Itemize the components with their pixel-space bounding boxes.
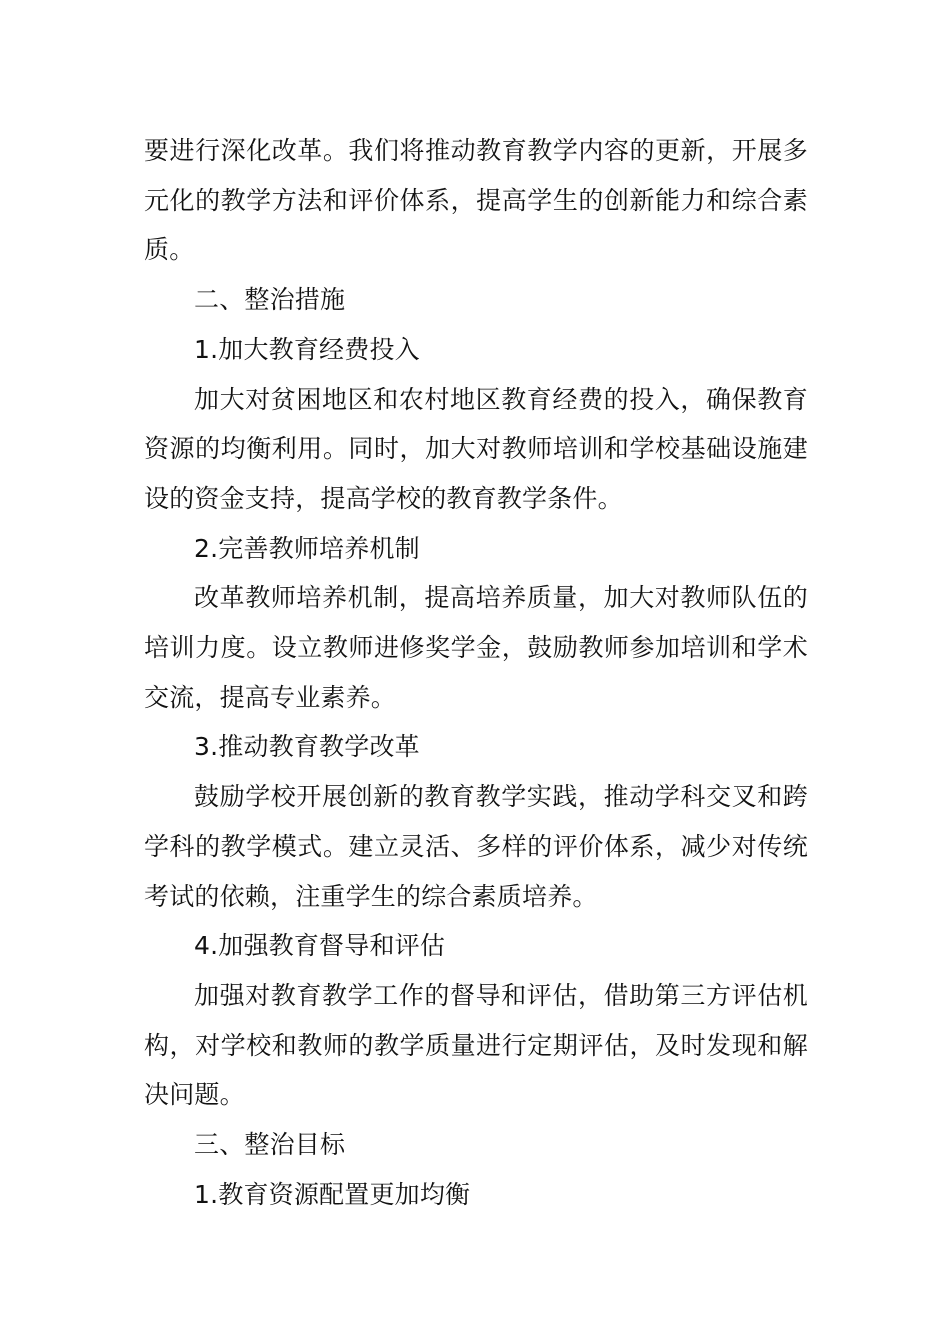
- paragraph-teaching-reform: 鼓励学校开展创新的教育教学实践，推动学科交叉和跨学科的教学模式。建立灵活、多样的评价体系，减少对传统考试的依赖，注重学生的综合素质培养。: [144, 782, 808, 911]
- paragraph-continuation: 要进行深化改革。我们将推动教育教学内容的更新，开展多元化的教学方法和评价体系，提高学生的创新能力和综合素质。: [144, 136, 808, 265]
- section-heading-goals: 三、整治目标: [194, 1130, 346, 1160]
- subheading-supervision: 4.加强教育督导和评估: [194, 931, 446, 961]
- subheading-teaching-reform: 3.推动教育教学改革: [194, 732, 420, 762]
- paragraph-supervision: 加强对教育教学工作的督导和评估，借助第三方评估机构，对学校和教师的教学质量进行定期评估，及时发现和解决问题。: [144, 980, 808, 1110]
- subheading-funding: 1.加大教育经费投入: [194, 334, 420, 364]
- paragraph-teacher-training: 改革教师培养机制，提高培养质量，加大对教师队伍的培训力度。设立教师进修奖学金，鼓励教师参加培训和学术交流，提高专业素养。: [144, 583, 808, 712]
- document-body: [144, 126, 808, 1219]
- section-heading-measures: 二、整治措施: [194, 285, 346, 315]
- paragraph-funding: 加大对贫困地区和农村地区教育经费的投入，确保教育资源的均衡利用。同时，加大对教师培训和学校基础设施建设的资金支持，提高学校的教育教学条件。: [144, 384, 808, 513]
- subheading-resource-balance: 1.教育资源配置更加均衡: [194, 1179, 471, 1209]
- subheading-teacher-training: 2.完善教师培养机制: [194, 533, 420, 563]
